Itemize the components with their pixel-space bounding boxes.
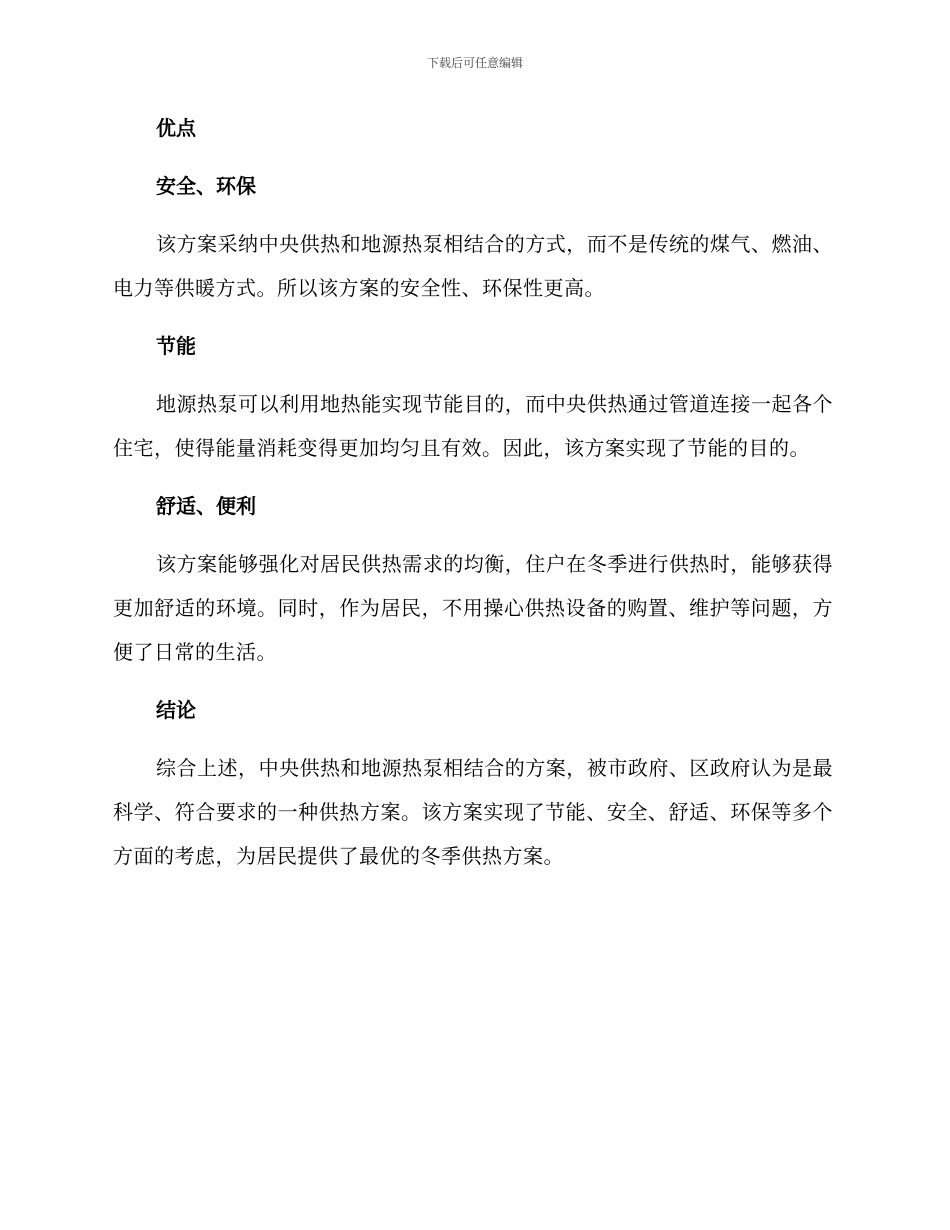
section-paragraph-safety: 该方案采纳中央供热和地源热泵相结合的方式，而不是传统的煤气、燃油、电力等供暖方式。所以该方案的安全性、环保性更高。 (113, 232, 833, 300)
document-body (113, 106, 833, 892)
section-heading-energy-saving: 节能 (156, 334, 196, 358)
header-note: 下载后可任意编辑 (426, 56, 523, 70)
section-paragraph-comfort: 该方案能够强化对居民供热需求的均衡，住户在冬季进行供热时，能够获得更加舒适的环境。同时，作为居民，不用操心供热设备的购置、维护等问题，方便了日常的生活。 (113, 552, 833, 664)
section-heading-conclusion: 结论 (156, 698, 196, 722)
section-heading-advantages: 优点 (156, 116, 196, 140)
section-heading-safety: 安全、环保 (156, 174, 256, 198)
section-paragraph-conclusion: 综合上述，中央供热和地源热泵相结合的方案，被市政府、区政府认为是最科学、符合要求的一种供热方案。该方案实现了节能、安全、舒适、环保等多个方面的考虑，为居民提供了最优的冬季供热方案。 (113, 756, 833, 868)
section-paragraph-energy-saving: 地源热泵可以利用地热能实现节能目的，而中央供热通过管道连接一起各个住宅，使得能量消耗变得更加均匀且有效。因此，该方案实现了节能的目的。 (113, 392, 833, 460)
section-heading-comfort: 舒适、便利 (156, 494, 256, 518)
